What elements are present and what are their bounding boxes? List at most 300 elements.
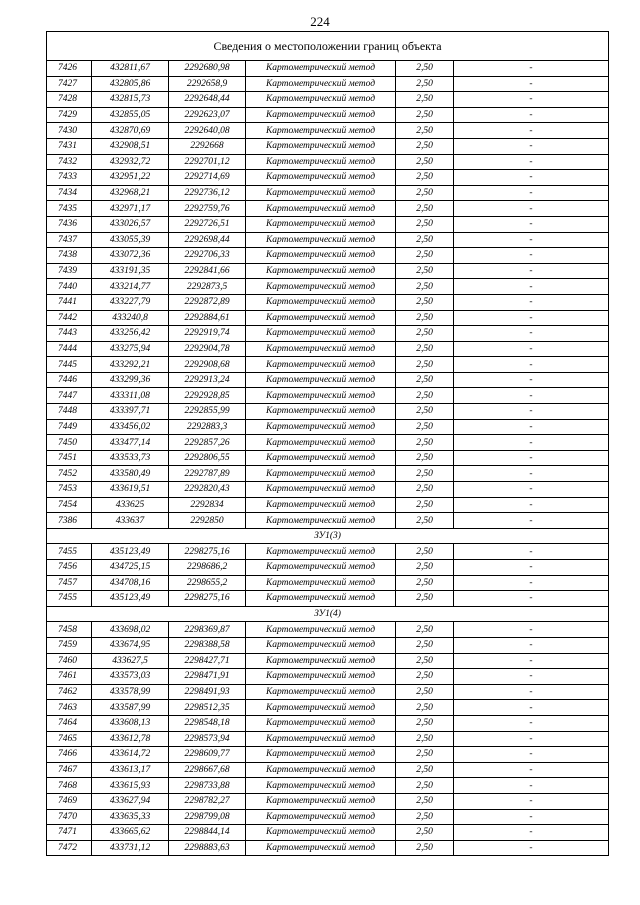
method-cell: Картометрический метод (246, 201, 396, 217)
x-coordinate-cell: 433214,77 (92, 279, 169, 295)
table-row (47, 809, 609, 825)
point-number-cell: 7457 (47, 575, 92, 591)
y-coordinate-cell: 2292841,66 (169, 263, 246, 279)
point-number-cell: 7455 (47, 591, 92, 607)
accuracy-cell: 2,50 (396, 232, 454, 248)
point-number-cell: 7470 (47, 809, 92, 825)
description-cell: - (454, 762, 609, 778)
table-row (47, 154, 609, 170)
accuracy-cell: 2,50 (396, 61, 454, 77)
description-cell: - (454, 809, 609, 825)
boundary-coordinates-table (46, 31, 609, 856)
table-row (47, 450, 609, 466)
accuracy-cell: 2,50 (396, 497, 454, 513)
accuracy-cell: 2,50 (396, 575, 454, 591)
accuracy-cell: 2,50 (396, 341, 454, 357)
description-cell: - (454, 778, 609, 794)
x-coordinate-cell: 433275,94 (92, 341, 169, 357)
x-coordinate-cell: 434725,15 (92, 560, 169, 576)
method-cell: Картометрический метод (246, 700, 396, 716)
x-coordinate-cell: 433256,42 (92, 326, 169, 342)
method-cell: Картометрический метод (246, 684, 396, 700)
x-coordinate-cell: 433674,95 (92, 637, 169, 653)
section-header-row (47, 528, 609, 544)
table-row (47, 138, 609, 154)
table-row (47, 170, 609, 186)
y-coordinate-cell: 2292648,44 (169, 92, 246, 108)
point-number-cell: 7463 (47, 700, 92, 716)
accuracy-cell: 2,50 (396, 731, 454, 747)
description-cell: - (454, 700, 609, 716)
point-number-cell: 7426 (47, 61, 92, 77)
accuracy-cell: 2,50 (396, 825, 454, 841)
accuracy-cell: 2,50 (396, 404, 454, 420)
y-coordinate-cell: 2292806,55 (169, 450, 246, 466)
section-header: ЗУ1(3) (47, 528, 609, 544)
accuracy-cell: 2,50 (396, 216, 454, 232)
x-coordinate-cell: 433227,79 (92, 294, 169, 310)
y-coordinate-cell: 2292736,12 (169, 185, 246, 201)
point-number-cell: 7430 (47, 123, 92, 139)
description-cell: - (454, 747, 609, 763)
table-row (47, 61, 609, 77)
y-coordinate-cell: 2298573,94 (169, 731, 246, 747)
y-coordinate-cell: 2298369,87 (169, 622, 246, 638)
y-coordinate-cell: 2298548,18 (169, 715, 246, 731)
accuracy-cell: 2,50 (396, 419, 454, 435)
method-cell: Картометрический метод (246, 435, 396, 451)
method-cell: Картометрический метод (246, 825, 396, 841)
description-cell: - (454, 404, 609, 420)
method-cell: Картометрический метод (246, 482, 396, 498)
y-coordinate-cell: 2298883,63 (169, 840, 246, 856)
x-coordinate-cell: 432908,51 (92, 138, 169, 154)
x-coordinate-cell: 432815,73 (92, 92, 169, 108)
accuracy-cell: 2,50 (396, 357, 454, 373)
accuracy-cell: 2,50 (396, 123, 454, 139)
x-coordinate-cell: 433613,17 (92, 762, 169, 778)
point-number-cell: 7461 (47, 669, 92, 685)
description-cell: - (454, 715, 609, 731)
accuracy-cell: 2,50 (396, 450, 454, 466)
point-number-cell: 7464 (47, 715, 92, 731)
point-number-cell: 7437 (47, 232, 92, 248)
method-cell: Картометрический метод (246, 653, 396, 669)
table-row (47, 107, 609, 123)
point-number-cell: 7433 (47, 170, 92, 186)
method-cell: Картометрический метод (246, 294, 396, 310)
table-row (47, 216, 609, 232)
table-row (47, 232, 609, 248)
accuracy-cell: 2,50 (396, 466, 454, 482)
point-number-cell: 7434 (47, 185, 92, 201)
table-row (47, 435, 609, 451)
accuracy-cell: 2,50 (396, 138, 454, 154)
table-row (47, 326, 609, 342)
table-title-row (47, 32, 609, 61)
description-cell: - (454, 170, 609, 186)
point-number-cell: 7454 (47, 497, 92, 513)
point-number-cell: 7456 (47, 560, 92, 576)
method-cell: Картометрический метод (246, 466, 396, 482)
x-coordinate-cell: 432855,05 (92, 107, 169, 123)
table-row (47, 466, 609, 482)
point-number-cell: 7443 (47, 326, 92, 342)
table-row (47, 731, 609, 747)
point-number-cell: 7442 (47, 310, 92, 326)
x-coordinate-cell: 433292,21 (92, 357, 169, 373)
y-coordinate-cell: 2298733,88 (169, 778, 246, 794)
x-coordinate-cell: 433191,35 (92, 263, 169, 279)
y-coordinate-cell: 2298471,91 (169, 669, 246, 685)
point-number-cell: 7468 (47, 778, 92, 794)
y-coordinate-cell: 2292928,85 (169, 388, 246, 404)
x-coordinate-cell: 433072,36 (92, 248, 169, 264)
table-row (47, 419, 609, 435)
x-coordinate-cell: 433615,93 (92, 778, 169, 794)
method-cell: Картометрический метод (246, 793, 396, 809)
point-number-cell: 7444 (47, 341, 92, 357)
table-row (47, 279, 609, 295)
point-number-cell: 7447 (47, 388, 92, 404)
method-cell: Картометрический метод (246, 76, 396, 92)
accuracy-cell: 2,50 (396, 715, 454, 731)
accuracy-cell: 2,50 (396, 669, 454, 685)
method-cell: Картометрический метод (246, 107, 396, 123)
y-coordinate-cell: 2298427,71 (169, 653, 246, 669)
x-coordinate-cell: 432805,86 (92, 76, 169, 92)
accuracy-cell: 2,50 (396, 170, 454, 186)
x-coordinate-cell: 433477,14 (92, 435, 169, 451)
y-coordinate-cell: 2292913,24 (169, 372, 246, 388)
description-cell: - (454, 388, 609, 404)
x-coordinate-cell: 433635,33 (92, 809, 169, 825)
x-coordinate-cell: 433026,57 (92, 216, 169, 232)
description-cell: - (454, 357, 609, 373)
description-cell: - (454, 326, 609, 342)
point-number-cell: 7452 (47, 466, 92, 482)
accuracy-cell: 2,50 (396, 326, 454, 342)
table-row (47, 388, 609, 404)
accuracy-cell: 2,50 (396, 201, 454, 217)
y-coordinate-cell: 2298799,08 (169, 809, 246, 825)
point-number-cell: 7472 (47, 840, 92, 856)
description-cell: - (454, 185, 609, 201)
description-cell: - (454, 669, 609, 685)
x-coordinate-cell: 432971,17 (92, 201, 169, 217)
method-cell: Картометрический метод (246, 404, 396, 420)
description-cell: - (454, 419, 609, 435)
x-coordinate-cell: 433580,49 (92, 466, 169, 482)
table-row (47, 700, 609, 716)
accuracy-cell: 2,50 (396, 793, 454, 809)
point-number-cell: 7432 (47, 154, 92, 170)
table-row (47, 248, 609, 264)
accuracy-cell: 2,50 (396, 637, 454, 653)
point-number-cell: 7451 (47, 450, 92, 466)
point-number-cell: 7429 (47, 107, 92, 123)
point-number-cell: 7440 (47, 279, 92, 295)
y-coordinate-cell: 2292714,69 (169, 170, 246, 186)
point-number-cell: 7466 (47, 747, 92, 763)
x-coordinate-cell: 432951,22 (92, 170, 169, 186)
page-number: 224 (310, 14, 330, 29)
point-number-cell: 7455 (47, 544, 92, 560)
table-row (47, 404, 609, 420)
table-row (47, 123, 609, 139)
x-coordinate-cell: 433627,5 (92, 653, 169, 669)
method-cell: Картометрический метод (246, 591, 396, 607)
x-coordinate-cell: 433625 (92, 497, 169, 513)
accuracy-cell: 2,50 (396, 762, 454, 778)
description-cell: - (454, 61, 609, 77)
description-cell: - (454, 107, 609, 123)
method-cell: Картометрический метод (246, 778, 396, 794)
point-number-cell: 7469 (47, 793, 92, 809)
method-cell: Картометрический метод (246, 388, 396, 404)
description-cell: - (454, 263, 609, 279)
x-coordinate-cell: 433665,62 (92, 825, 169, 841)
point-number-cell: 7459 (47, 637, 92, 653)
point-number-cell: 7438 (47, 248, 92, 264)
description-cell: - (454, 138, 609, 154)
description-cell: - (454, 76, 609, 92)
method-cell: Картометрический метод (246, 637, 396, 653)
point-number-cell: 7460 (47, 653, 92, 669)
table-row (47, 747, 609, 763)
table-row (47, 201, 609, 217)
y-coordinate-cell: 2298609,77 (169, 747, 246, 763)
accuracy-cell: 2,50 (396, 544, 454, 560)
method-cell: Картометрический метод (246, 263, 396, 279)
y-coordinate-cell: 2298655,2 (169, 575, 246, 591)
y-coordinate-cell: 2292680,98 (169, 61, 246, 77)
point-number-cell: 7427 (47, 76, 92, 92)
point-number-cell: 7471 (47, 825, 92, 841)
accuracy-cell: 2,50 (396, 560, 454, 576)
method-cell: Картометрический метод (246, 154, 396, 170)
accuracy-cell: 2,50 (396, 263, 454, 279)
method-cell: Картометрический метод (246, 326, 396, 342)
method-cell: Картометрический метод (246, 731, 396, 747)
accuracy-cell: 2,50 (396, 482, 454, 498)
y-coordinate-cell: 2292884,61 (169, 310, 246, 326)
point-number-cell: 7436 (47, 216, 92, 232)
description-cell: - (454, 123, 609, 139)
table-row (47, 653, 609, 669)
x-coordinate-cell: 433573,03 (92, 669, 169, 685)
table-row (47, 310, 609, 326)
x-coordinate-cell: 433619,51 (92, 482, 169, 498)
method-cell: Картометрический метод (246, 762, 396, 778)
method-cell: Картометрический метод (246, 715, 396, 731)
y-coordinate-cell: 2298275,16 (169, 544, 246, 560)
method-cell: Картометрический метод (246, 341, 396, 357)
method-cell: Картометрический метод (246, 419, 396, 435)
accuracy-cell: 2,50 (396, 747, 454, 763)
accuracy-cell: 2,50 (396, 248, 454, 264)
y-coordinate-cell: 2298686,2 (169, 560, 246, 576)
accuracy-cell: 2,50 (396, 388, 454, 404)
accuracy-cell: 2,50 (396, 513, 454, 529)
accuracy-cell: 2,50 (396, 700, 454, 716)
description-cell: - (454, 466, 609, 482)
method-cell: Картометрический метод (246, 92, 396, 108)
table-row (47, 622, 609, 638)
x-coordinate-cell: 432811,67 (92, 61, 169, 77)
x-coordinate-cell: 432870,69 (92, 123, 169, 139)
accuracy-cell: 2,50 (396, 372, 454, 388)
method-cell: Картометрический метод (246, 544, 396, 560)
table-row (47, 294, 609, 310)
accuracy-cell: 2,50 (396, 76, 454, 92)
method-cell: Картометрический метод (246, 357, 396, 373)
accuracy-cell: 2,50 (396, 809, 454, 825)
accuracy-cell: 2,50 (396, 185, 454, 201)
method-cell: Картометрический метод (246, 809, 396, 825)
x-coordinate-cell: 433637 (92, 513, 169, 529)
accuracy-cell: 2,50 (396, 279, 454, 295)
table-row (47, 513, 609, 529)
section-header: ЗУ1(4) (47, 606, 609, 622)
point-number-cell: 7428 (47, 92, 92, 108)
table-row (47, 684, 609, 700)
description-cell: - (454, 232, 609, 248)
description-cell: - (454, 840, 609, 856)
table-row (47, 185, 609, 201)
y-coordinate-cell: 2292919,74 (169, 326, 246, 342)
point-number-cell: 7446 (47, 372, 92, 388)
description-cell: - (454, 435, 609, 451)
method-cell: Картометрический метод (246, 840, 396, 856)
table-row (47, 825, 609, 841)
description-cell: - (454, 341, 609, 357)
y-coordinate-cell: 2292873,5 (169, 279, 246, 295)
method-cell: Картометрический метод (246, 248, 396, 264)
table-row (47, 92, 609, 108)
point-number-cell: 7467 (47, 762, 92, 778)
y-coordinate-cell: 2292726,51 (169, 216, 246, 232)
accuracy-cell: 2,50 (396, 154, 454, 170)
y-coordinate-cell: 2292759,76 (169, 201, 246, 217)
table-title: Сведения о местоположении границ объекта (47, 32, 609, 61)
method-cell: Картометрический метод (246, 232, 396, 248)
y-coordinate-cell: 2298667,68 (169, 762, 246, 778)
accuracy-cell: 2,50 (396, 435, 454, 451)
table-row (47, 341, 609, 357)
description-cell: - (454, 294, 609, 310)
accuracy-cell: 2,50 (396, 92, 454, 108)
description-cell: - (454, 684, 609, 700)
point-number-cell: 7439 (47, 263, 92, 279)
description-cell: - (454, 497, 609, 513)
accuracy-cell: 2,50 (396, 622, 454, 638)
method-cell: Картометрический метод (246, 123, 396, 139)
table-row (47, 591, 609, 607)
accuracy-cell: 2,50 (396, 778, 454, 794)
table-row (47, 793, 609, 809)
y-coordinate-cell: 2292701,12 (169, 154, 246, 170)
table-row (47, 778, 609, 794)
point-number-cell: 7431 (47, 138, 92, 154)
description-cell: - (454, 482, 609, 498)
description-cell: - (454, 731, 609, 747)
y-coordinate-cell: 2292820,43 (169, 482, 246, 498)
method-cell: Картометрический метод (246, 513, 396, 529)
description-cell: - (454, 216, 609, 232)
x-coordinate-cell: 433578,99 (92, 684, 169, 700)
description-cell: - (454, 793, 609, 809)
table-row (47, 637, 609, 653)
y-coordinate-cell: 2292872,89 (169, 294, 246, 310)
point-number-cell: 7441 (47, 294, 92, 310)
table-row (47, 560, 609, 576)
y-coordinate-cell: 2292855,99 (169, 404, 246, 420)
method-cell: Картометрический метод (246, 450, 396, 466)
y-coordinate-cell: 2298275,16 (169, 591, 246, 607)
description-cell: - (454, 622, 609, 638)
method-cell: Картометрический метод (246, 185, 396, 201)
table-row (47, 544, 609, 560)
description-cell: - (454, 544, 609, 560)
table-row (47, 497, 609, 513)
x-coordinate-cell: 434708,16 (92, 575, 169, 591)
y-coordinate-cell: 2292698,44 (169, 232, 246, 248)
point-number-cell: 7449 (47, 419, 92, 435)
accuracy-cell: 2,50 (396, 840, 454, 856)
section-header-row (47, 606, 609, 622)
y-coordinate-cell: 2298782,27 (169, 793, 246, 809)
x-coordinate-cell: 433299,36 (92, 372, 169, 388)
description-cell: - (454, 92, 609, 108)
y-coordinate-cell: 2292904,78 (169, 341, 246, 357)
point-number-cell: 7435 (47, 201, 92, 217)
point-number-cell: 7465 (47, 731, 92, 747)
method-cell: Картометрический метод (246, 138, 396, 154)
method-cell: Картометрический метод (246, 622, 396, 638)
y-coordinate-cell: 2292787,89 (169, 466, 246, 482)
accuracy-cell: 2,50 (396, 107, 454, 123)
table-row (47, 762, 609, 778)
method-cell: Картометрический метод (246, 575, 396, 591)
method-cell: Картометрический метод (246, 560, 396, 576)
method-cell: Картометрический метод (246, 372, 396, 388)
x-coordinate-cell: 433608,13 (92, 715, 169, 731)
x-coordinate-cell: 433456,02 (92, 419, 169, 435)
description-cell: - (454, 248, 609, 264)
x-coordinate-cell: 433533,73 (92, 450, 169, 466)
point-number-cell: 7445 (47, 357, 92, 373)
y-coordinate-cell: 2292623,07 (169, 107, 246, 123)
description-cell: - (454, 513, 609, 529)
description-cell: - (454, 560, 609, 576)
point-number-cell: 7462 (47, 684, 92, 700)
description-cell: - (454, 279, 609, 295)
accuracy-cell: 2,50 (396, 653, 454, 669)
y-coordinate-cell: 2298512,35 (169, 700, 246, 716)
description-cell: - (454, 154, 609, 170)
accuracy-cell: 2,50 (396, 591, 454, 607)
method-cell: Картометрический метод (246, 279, 396, 295)
y-coordinate-cell: 2292706,33 (169, 248, 246, 264)
x-coordinate-cell: 433311,08 (92, 388, 169, 404)
x-coordinate-cell: 433397,71 (92, 404, 169, 420)
x-coordinate-cell: 433240,8 (92, 310, 169, 326)
method-cell: Картометрический метод (246, 170, 396, 186)
method-cell: Картометрический метод (246, 669, 396, 685)
accuracy-cell: 2,50 (396, 310, 454, 326)
y-coordinate-cell: 2298844,14 (169, 825, 246, 841)
